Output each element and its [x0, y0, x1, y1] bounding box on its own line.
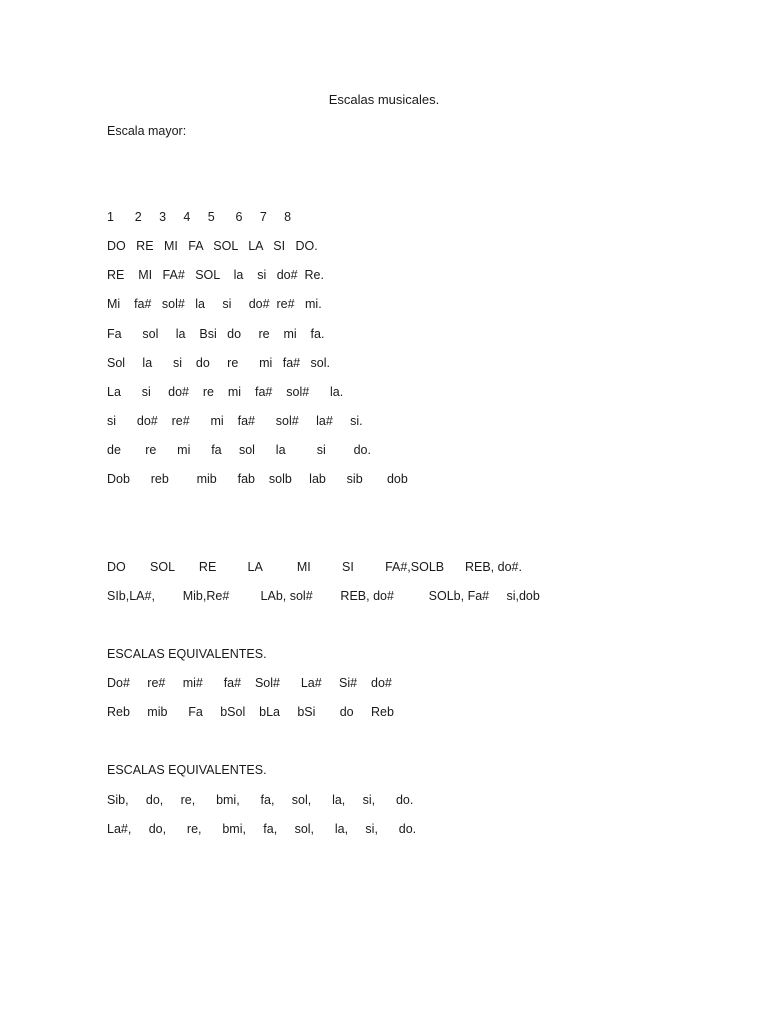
- scale-line: de re mi fa sol la si do.: [107, 443, 371, 457]
- scale-line: Mi fa# sol# la si do# re# mi.: [107, 297, 322, 311]
- circle-of-fourths-line: SIb,LA#, Mib,Re# LAb, sol# REB, do# SOLb, Fa# si,dob: [107, 589, 540, 603]
- scale-line: Fa sol la Bsi do re mi fa.: [107, 327, 325, 341]
- scale-line: DO RE MI FA SOL LA SI DO.: [107, 239, 318, 253]
- scale-line: Sol la si do re mi fa# sol.: [107, 356, 330, 370]
- scale-degrees: 1 2 3 4 5 6 7 8: [107, 210, 292, 224]
- scale-line: Do# re# mi# fa# Sol# La# Si# do#: [107, 676, 392, 690]
- section-heading-major-scale: Escala mayor:: [107, 124, 187, 138]
- scale-line: Reb mib Fa bSol bLa bSi do Reb: [107, 705, 394, 719]
- scale-line: La#, do, re, bmi, fa, sol, la, si, do.: [107, 822, 417, 836]
- scale-line: RE MI FA# SOL la si do# Re.: [107, 268, 324, 282]
- document-title: Escalas musicales.: [328, 92, 440, 107]
- scale-line: La si do# re mi fa# sol# la.: [107, 385, 344, 399]
- scale-line: si do# re# mi fa# sol# la# si.: [107, 414, 363, 428]
- circle-of-fifths-line: DO SOL RE LA MI SI FA#,SOLB REB, do#.: [107, 560, 522, 574]
- scale-line: Dob reb mib fab solb lab sib dob: [107, 472, 408, 486]
- section-heading-equivalent-scales: ESCALAS EQUIVALENTES.: [107, 763, 267, 777]
- section-heading-equivalent-scales: ESCALAS EQUIVALENTES.: [107, 647, 267, 661]
- scale-line: Sib, do, re, bmi, fa, sol, la, si, do.: [107, 793, 414, 807]
